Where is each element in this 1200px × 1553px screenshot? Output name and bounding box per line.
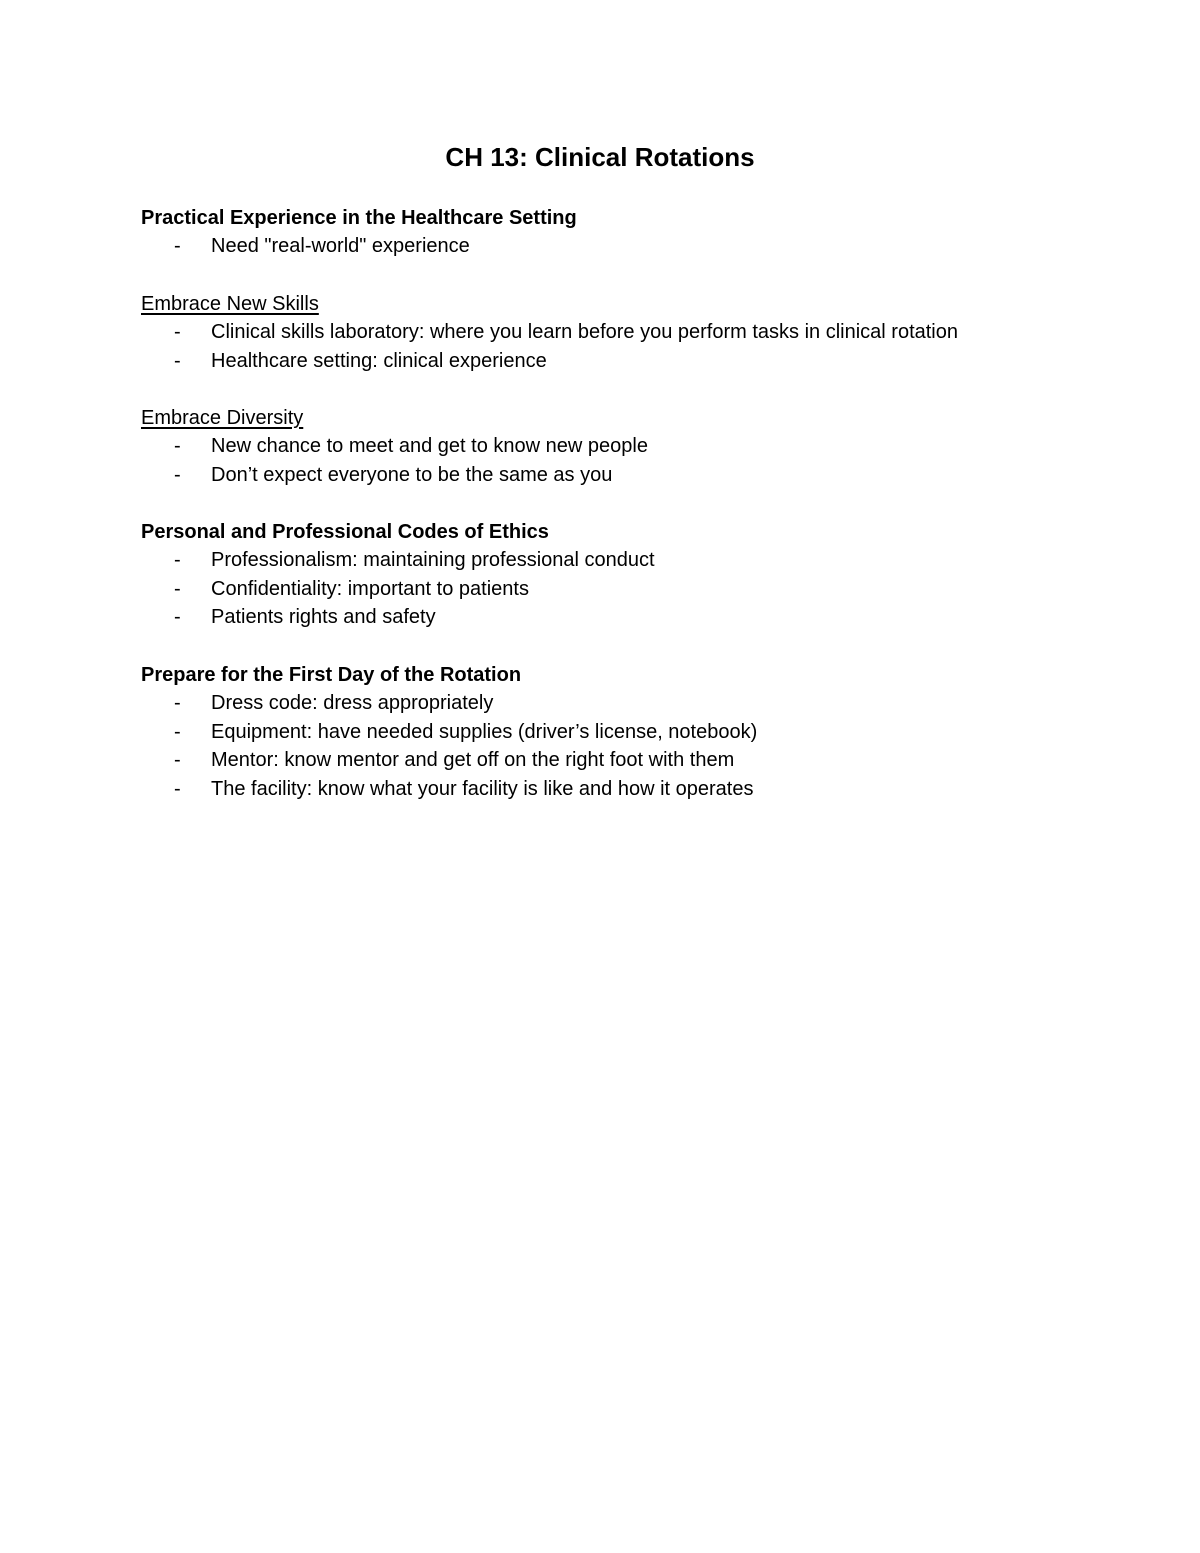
- list-item: [141, 347, 1141, 376]
- dash-bullet: -: [174, 349, 181, 372]
- list-item: [141, 318, 1141, 347]
- section-heading: Embrace Diversity: [141, 407, 304, 429]
- dash-bullet: -: [174, 606, 181, 628]
- dash-bullet: -: [174, 577, 181, 600]
- list-item: [141, 603, 1141, 632]
- list-item: [141, 575, 1141, 604]
- section-codes-of-ethics: [141, 518, 1141, 632]
- list-item-text: Confidentiality: important to patients: [211, 577, 529, 600]
- list-item-text: Don’t expect everyone to be the same as you: [211, 463, 613, 486]
- bullet-list: [141, 689, 1141, 803]
- bullet-list: [141, 432, 1141, 489]
- list-item-text: The facility: know what your facility is like and how it operates: [211, 777, 754, 800]
- section-embrace-diversity: [141, 404, 1141, 489]
- dash-bullet: -: [174, 549, 181, 571]
- dash-bullet: -: [174, 749, 181, 771]
- dash-bullet: -: [174, 720, 181, 743]
- list-item: [141, 775, 1141, 804]
- section-heading: Practical Experience in the Healthcare Setting: [141, 207, 577, 229]
- dash-bullet: -: [174, 321, 181, 343]
- list-item-text: Healthcare setting: clinical experience: [211, 349, 547, 372]
- section-heading: Personal and Professional Codes of Ethics: [141, 521, 549, 543]
- list-item: [141, 232, 1141, 261]
- list-item-text: Dress code: dress appropriately: [211, 692, 494, 714]
- dash-bullet: -: [174, 463, 181, 486]
- section-practical-experience: [141, 204, 1141, 261]
- dash-bullet: -: [174, 692, 181, 714]
- list-item: [141, 746, 1141, 775]
- list-item-text: Professionalism: maintaining professional conduct: [211, 549, 655, 571]
- list-item: [141, 689, 1141, 718]
- section-embrace-new-skills: [141, 290, 1141, 375]
- list-item-text: Equipment: have needed supplies (driver’s license, notebook): [211, 720, 758, 743]
- section-heading: Prepare for the First Day of the Rotation: [141, 664, 522, 686]
- dash-bullet: -: [174, 235, 181, 257]
- list-item-text: Clinical skills laboratory: where you learn before you perform tasks in clinical rotation: [211, 321, 958, 343]
- section-first-day: [141, 661, 1141, 803]
- list-item-text: Mentor: know mentor and get off on the right foot with them: [211, 749, 735, 771]
- list-item: [141, 461, 1141, 490]
- dash-bullet: -: [174, 435, 181, 457]
- bullet-list: [141, 546, 1141, 632]
- list-item: [141, 718, 1141, 747]
- list-item-text: New chance to meet and get to know new people: [211, 435, 648, 457]
- dash-bullet: -: [174, 777, 181, 800]
- section-heading: Embrace New Skills: [141, 293, 319, 315]
- list-item: [141, 432, 1141, 461]
- bullet-list: [141, 232, 1141, 261]
- list-item-text: Need "real-world" experience: [211, 235, 470, 257]
- document-title: CH 13: Clinical Rotations: [445, 142, 755, 172]
- bullet-list: [141, 318, 1141, 375]
- list-item: [141, 546, 1141, 575]
- list-item-text: Patients rights and safety: [211, 606, 436, 628]
